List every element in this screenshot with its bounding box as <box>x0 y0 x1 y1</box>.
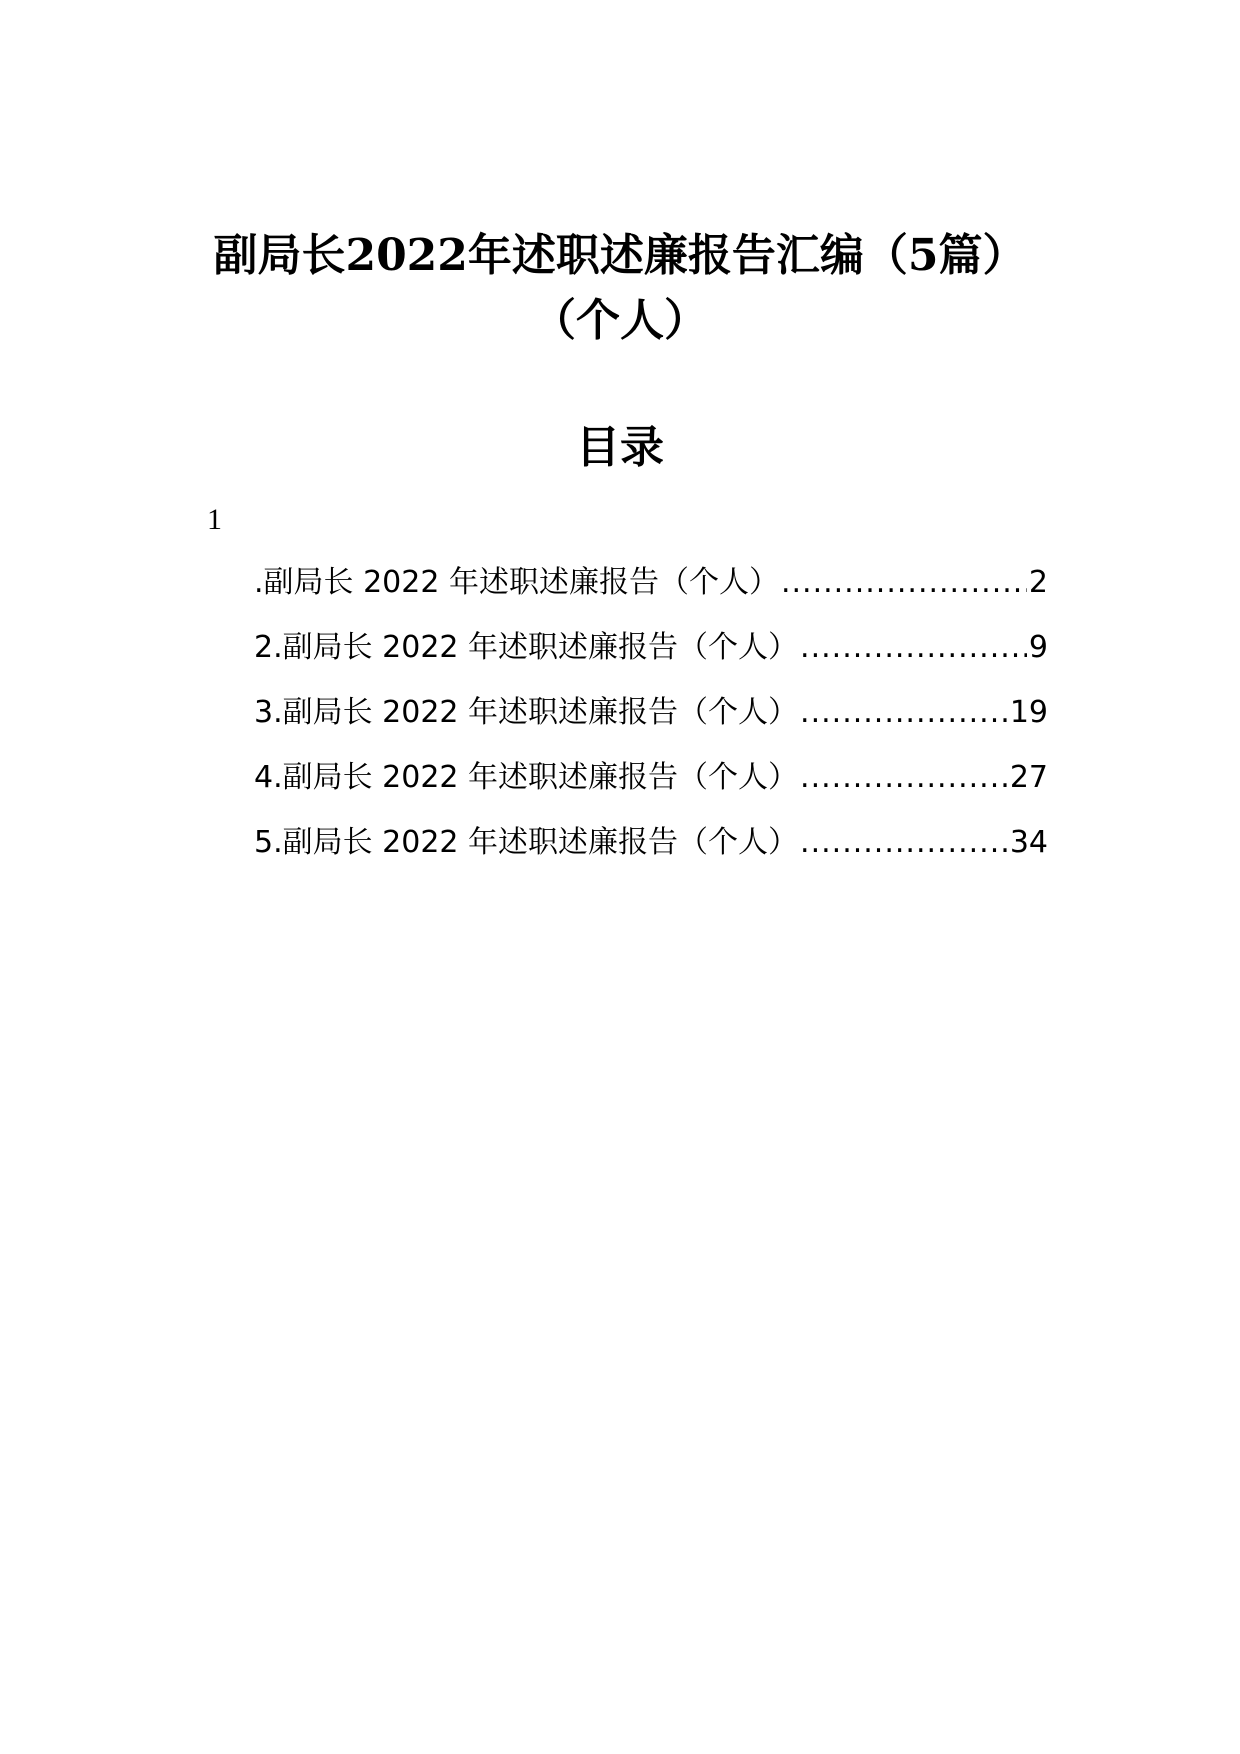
toc-number-marker: 1 <box>207 503 222 536</box>
toc-page-number: 9 <box>1028 630 1048 665</box>
toc-dot-leader <box>800 628 1027 668</box>
toc-dot-leader <box>781 563 1027 603</box>
table-of-contents <box>254 563 1048 888</box>
toc-entry[interactable] <box>254 693 1048 758</box>
toc-heading: 目录 <box>576 422 664 473</box>
toc-entry-title: 5.副局长 2022 年述职述廉报告（个人） <box>254 825 799 860</box>
toc-dot-leader <box>800 823 1008 863</box>
toc-entry[interactable] <box>254 628 1048 693</box>
toc-entry-title: 3.副局长 2022 年述职述廉报告（个人） <box>254 695 799 730</box>
toc-page-number: 27 <box>1009 760 1048 795</box>
toc-entry[interactable] <box>254 758 1048 823</box>
toc-page-number: 19 <box>1009 695 1048 730</box>
toc-entry-title: 4.副局长 2022 年述职述廉报告（个人） <box>254 760 799 795</box>
toc-dot-leader <box>800 693 1008 733</box>
toc-entry-title: .副局长 2022 年述职述廉报告（个人） <box>254 565 779 600</box>
toc-entry-title: 2.副局长 2022 年述职述廉报告（个人） <box>254 630 799 665</box>
toc-page-number: 2 <box>1028 565 1048 600</box>
toc-page-number: 34 <box>1009 825 1048 860</box>
document-title: 副局长2022年述职述廉报告汇编（5篇） <box>213 230 1027 281</box>
toc-dot-leader <box>800 758 1008 798</box>
document-subtitle: （个人） <box>532 295 708 346</box>
toc-entry[interactable] <box>254 823 1048 888</box>
toc-entry[interactable] <box>254 563 1048 628</box>
